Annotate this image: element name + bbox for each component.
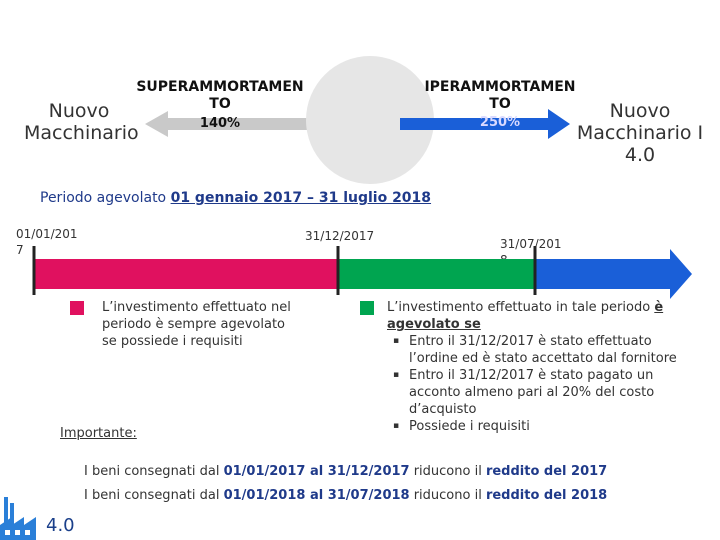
superammortamento-title: SUPERAMMORTAMEN TO [136,79,304,112]
timeline-bar [0,240,720,300]
iperammortamento-percent [470,114,530,122]
important-label: Importante: [60,426,137,441]
right-note [387,299,687,435]
timeline-mid-date: 31/12/2017 [305,229,375,243]
right-machine-label: Nuovo Macchinario I 4.0 [576,100,704,166]
period-range: 01 gennaio 2017 – 31 luglio 2018 [170,190,432,206]
footer-line-2018: I beni consegnati dal 01/01/2018 al 31/07/2018 riducono il reddito del 2018 [84,488,608,503]
logo-text: 4.0 [46,515,75,536]
period-heading: Periodo agevolato 01 gennaio 2017 – 31 luglio 2018 [40,190,432,206]
timeline-segment-ordered [339,259,535,289]
left-machine-label: Nuovo Macchinario [24,100,139,144]
timeline-end-date: 31/07/201 [500,237,562,251]
timeline-segment-2017 [33,259,339,289]
footer-line-2017: I beni consegnati dal 01/01/2017 al 31/12/2017 riducono il reddito del 2017 [84,464,608,479]
iperammortamento-title: IPERAMMORTAMEN TO [424,79,576,112]
requirements-list [387,333,687,435]
left-note-text: L’investimento effettuato nel periodo è sempre agevolato se possiede i requisiti [102,300,291,349]
green-square-icon [360,301,374,315]
red-square-icon [70,301,84,315]
requirement-item: ▪ Entro il 31/12/2017 è stato pagato un acconto almeno pari al 20% del costo d’acquisto [387,367,687,418]
requirement-item: ▪ Possiede i requisiti [387,418,687,435]
timeline-start-date: 01/01/201 7 [16,227,78,257]
superammortamento-percent: 140% [199,116,241,131]
timeline-segment-2018 [535,249,692,299]
right-note-intro: L’investimento effettuato in tale periodo è agevolato se [387,300,664,332]
requirement-item: ▪ Entro il 31/12/2017 è stato effettuato l’ordine ed è stato accettato dal fornitore [387,333,687,367]
